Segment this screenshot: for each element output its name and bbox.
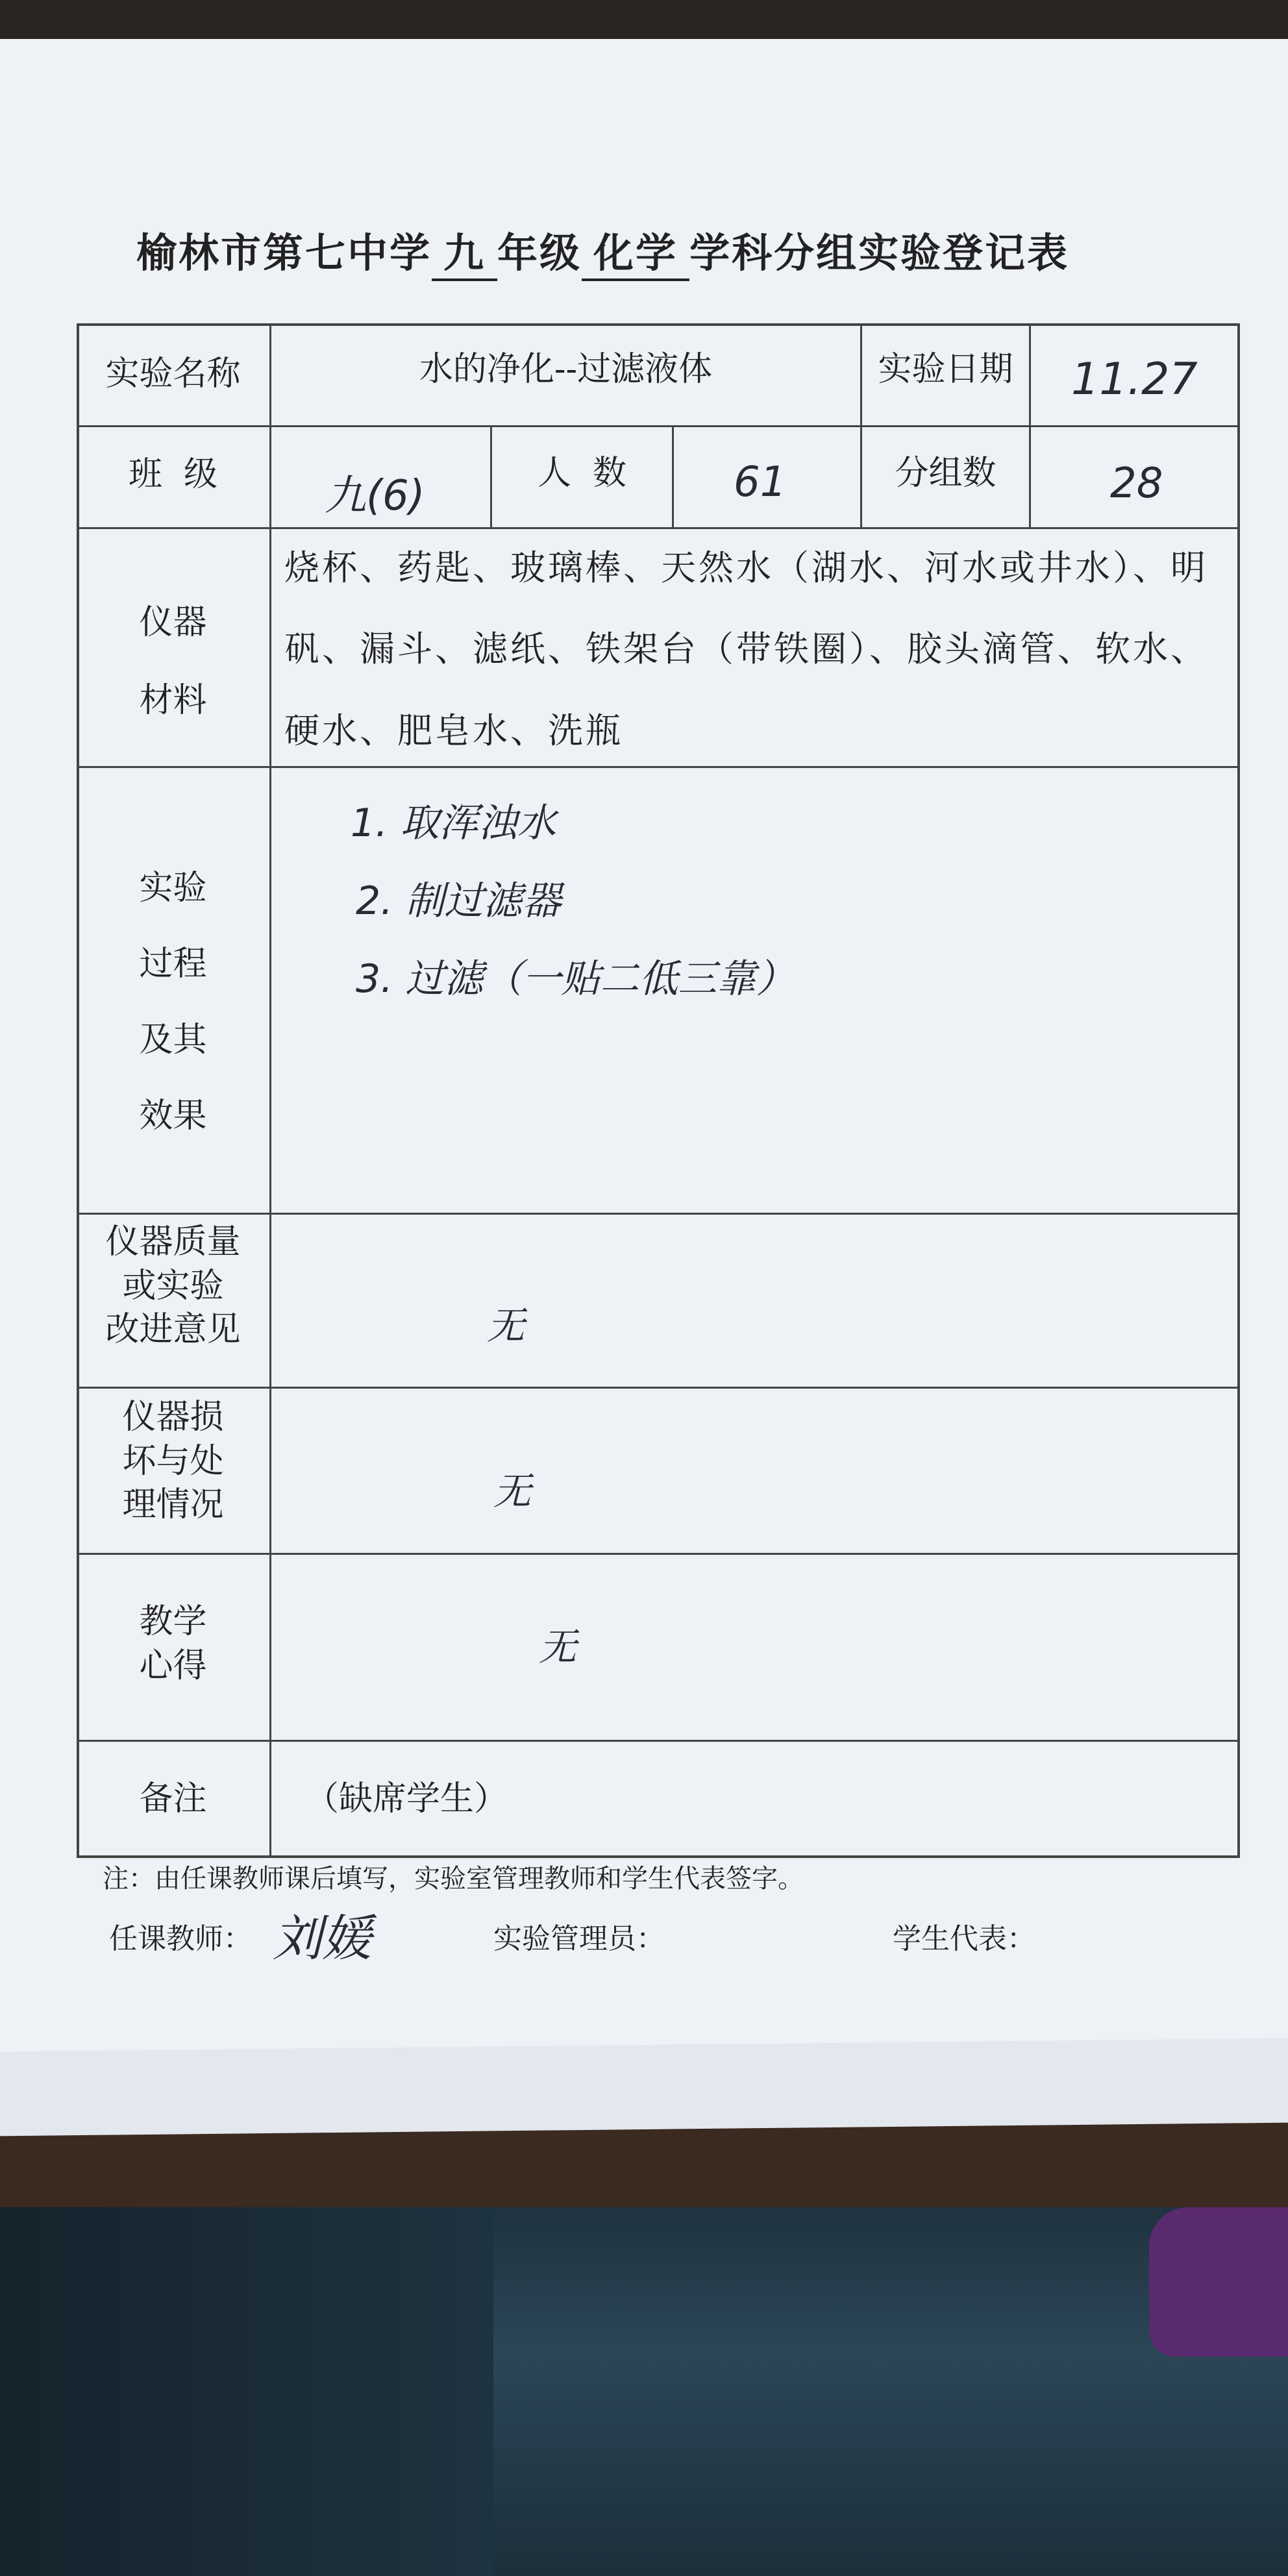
form-title: [136, 221, 1201, 281]
teaching-label-2: 心得: [139, 1646, 207, 1685]
materials-label: [77, 584, 269, 739]
headcount-value: 61: [734, 458, 787, 506]
purple-object: [1149, 2207, 1288, 2357]
quality-label: [77, 1220, 269, 1352]
damage-value: 无: [493, 1469, 532, 1513]
group-count-label: 分组数: [895, 454, 997, 493]
experiment-name-value: 水的净化--过滤液体: [419, 350, 713, 389]
process-step-3: 3. 过滤（一贴二低三靠）: [356, 956, 795, 1002]
quality-label-3: 改进意见: [105, 1310, 241, 1350]
teaching-label-1: 教学: [139, 1602, 207, 1641]
teacher-signature: 刘媛: [273, 1909, 371, 1967]
experiment-date-label: 实验日期: [878, 350, 1013, 389]
quality-label-1: 仪器质量: [105, 1222, 241, 1261]
materials-label-line1: 仪器: [139, 603, 207, 642]
teaching-value: 无: [539, 1625, 577, 1669]
title-suffix: 学科分组实验登记表: [689, 229, 1070, 277]
footer-note: 注：由任课教师课后填写，实验室管理教师和学生代表签字。: [103, 1864, 804, 1894]
row-divider-4: [77, 1213, 1240, 1215]
class-value: 九(6): [325, 472, 425, 520]
title-school: 榆林市第七中学: [136, 229, 432, 277]
materials-label-line2: 材料: [139, 680, 207, 720]
damage-label-2: 坏与处: [122, 1441, 224, 1481]
process-label-1: 实验: [139, 869, 207, 908]
process-label-3: 及其: [139, 1021, 207, 1059]
quality-label-2: 或实验: [122, 1266, 224, 1306]
process-label-4: 效果: [139, 1096, 207, 1135]
remarks-label: 备注: [139, 1779, 207, 1818]
experiment-date-value: 11.27: [1071, 354, 1198, 405]
row2-divider-b: [672, 425, 674, 527]
materials-text: 烧杯、药匙、玻璃棒、天然水（湖水、河水或井水）、明矾、漏斗、滤纸、铁架台（带铁圈）、胶头滴管、软水、硬水、肥皂水、洗瓶: [284, 547, 1208, 751]
teacher-label: 任课教师：: [109, 1922, 252, 1955]
damage-label-3: 理情况: [122, 1485, 224, 1525]
row-divider-6: [77, 1553, 1240, 1555]
label-column-divider: [269, 323, 271, 1858]
remarks-value: （缺席学生）: [305, 1779, 508, 1818]
damage-label-1: 仪器损: [122, 1398, 224, 1437]
row-divider-7: [77, 1740, 1240, 1742]
title-grade-label: 年级: [497, 229, 582, 277]
process-label: [77, 850, 269, 1154]
paper-bottom-edge: [0, 2038, 1288, 2136]
group-count-value: 28: [1110, 460, 1163, 508]
fabric-shadow: [0, 2207, 493, 2576]
title-grade-value: 九: [432, 221, 497, 281]
row-divider-5: [77, 1387, 1240, 1389]
process-step-1: 1. 取浑浊水: [351, 800, 556, 846]
quality-value: 无: [487, 1304, 525, 1348]
title-subject-value: 化学: [582, 221, 689, 281]
row-divider-1: [77, 425, 1240, 427]
headcount-label: 人 数: [537, 454, 627, 493]
student-rep-label: 学生代表：: [893, 1922, 1035, 1955]
row1-divider-b: [1029, 323, 1031, 427]
row2-divider-c: [1029, 425, 1031, 527]
process-step-2: 2. 制过滤器: [356, 878, 562, 924]
class-label: 班 级: [128, 455, 218, 494]
lab-admin-label: 实验管理员：: [493, 1922, 665, 1955]
damage-label: [77, 1396, 269, 1528]
process-label-2: 过程: [139, 945, 207, 984]
experiment-name-label: 实验名称: [105, 354, 241, 393]
teaching-label: [77, 1600, 269, 1688]
